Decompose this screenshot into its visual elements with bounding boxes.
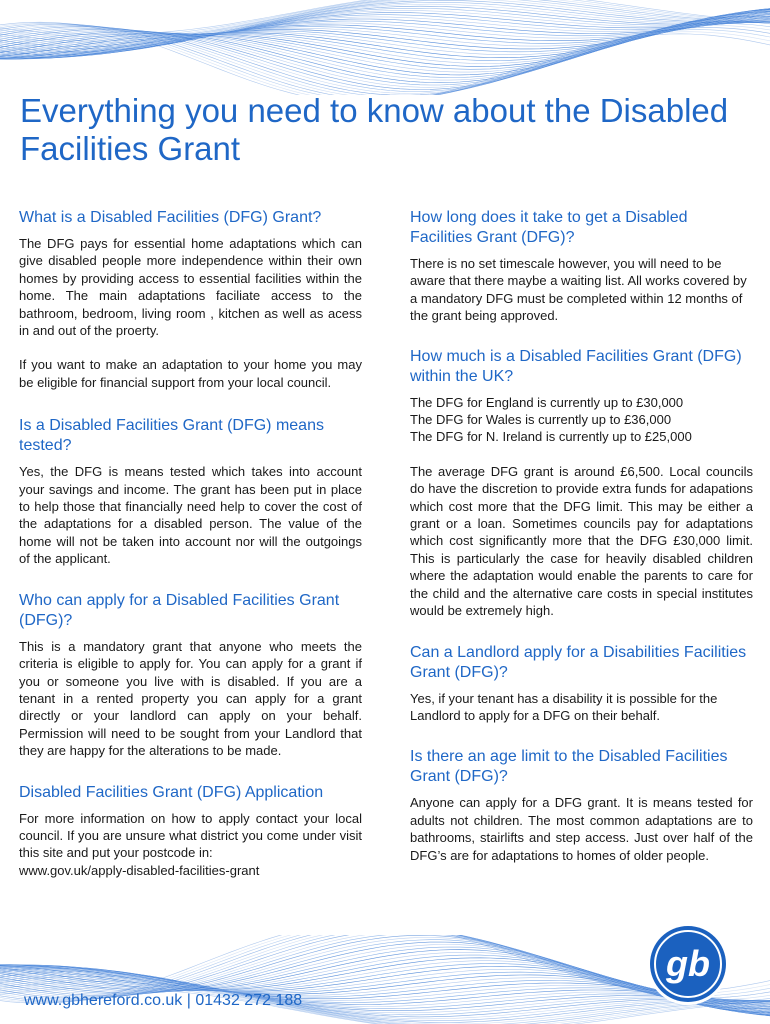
wave-line [0, 13, 770, 85]
section-heading: How much is a Disabled Facilities Grant (DFG) within the UK? [410, 347, 742, 385]
grant-amount-line: The DFG for N. Ireland is currently up to £25,000 [410, 429, 692, 445]
wave-line [0, 24, 770, 95]
wave-line [0, 4, 770, 50]
wave-line [0, 8, 770, 52]
grant-amount-line: The DFG for England is currently up to £30,000 [410, 394, 684, 410]
wave-line [0, 16, 770, 89]
wave-line [0, 10, 770, 78]
wave-line [0, 2, 770, 48]
wave-line [0, 9, 770, 61]
wave-line [0, 9, 770, 70]
wave-line [0, 23, 770, 95]
wave-line [0, 11, 770, 60]
wave-line [0, 13, 770, 55]
wave-line [0, 16, 770, 58]
wave-line [0, 10, 770, 59]
wave-line [0, 0, 770, 43]
wave-line [0, 0, 770, 39]
logo-text: gb [666, 943, 710, 984]
section-paragraph: Anyone can apply for a DFG grant. It is means tested for adults not children. The most common adaptations are to bathrooms, stairlifts and step access. Just over half of the DFG’s are for adaptations to homes of older people. [410, 795, 753, 863]
wave-line [0, 0, 770, 35]
section-paragraph: Yes, if your tenant has a disability it is possible for the Landlord to apply for a DFG on their behalf. [410, 690, 718, 723]
top-wave-decoration [0, 0, 770, 95]
section-what-is-dfg [19, 208, 362, 391]
wave-line [0, 0, 770, 45]
section-heading: Is a Disabled Facilities Grant (DFG) means tested? [19, 417, 324, 455]
wave-line [0, 22, 770, 95]
wave-line [0, 18, 770, 92]
section-paragraph: If you want to make an adaptation to your home you may be eligible for financial support from your local council. [19, 357, 362, 390]
wave-line [0, 15, 770, 88]
wave-line [0, 15, 770, 56]
section-landlord [410, 643, 753, 725]
wave-line [0, 23, 770, 95]
application-link[interactable]: www.gov.uk/apply-disabled-facilities-grant [19, 862, 260, 878]
wave-line [0, 10, 770, 54]
wave-line [0, 11, 770, 81]
wave-line [0, 12, 770, 59]
section-heading: Disabled Facilities Grant (DFG) Application [19, 783, 324, 801]
wave-line [0, 0, 770, 46]
wave-line [0, 9, 770, 72]
section-how-much [410, 347, 753, 620]
section-paragraph: The average DFG grant is around £6,500. Local councils do have the discretion to provide extra funds for adapations which cost more that the DFG limit. This may be either a grant or a loan. Sometimes councils pay for adaptations which cost significantly more that the DFG £30,000 limit. This is particularly the case for heavily disabled children where the adaptation would enable the parents to care for the child and the alternative care costs in special institutes would be extremely high. [410, 463, 753, 619]
section-how-long [410, 208, 753, 325]
wave-line [0, 12, 770, 83]
section-paragraph: Yes, the DFG is means tested which takes into account your savings and income. The grant has been put in place to help those that financially need help to cover the cost of the adaptations for a disabled person. The value of the home will not be taken into account nor will the outgoings of the applicant. [19, 464, 362, 567]
wave-line [0, 11, 770, 59]
section-heading: Who can apply for a Disabled Facilities Grant (DFG)? [19, 591, 340, 629]
wave-line [0, 9, 770, 58]
section-who-can-apply [19, 591, 362, 760]
section-heading: Is there an age limit to the Disabled Facilities Grant (DFG)? [410, 748, 728, 786]
grant-amount-line: The DFG for Wales is currently up to £36,000 [410, 412, 672, 428]
wave-line [0, 23, 770, 95]
wave-line [0, 0, 770, 37]
wave-line [0, 15, 770, 58]
section-application [19, 783, 362, 880]
wave-line [0, 17, 770, 57]
right-column [410, 208, 753, 864]
section-paragraph: This is a mandatory grant that anyone who meets the criteria is eligible to apply for. You can apply for a grant if you or someone you live with is disabled. If you are a tenant in a rented property you can apply for a grant directly or your landlord can apply on your behalf. Permission will need to be sought from your Landlord that they are happy for the alterations to be made. [19, 638, 362, 759]
wave-line [0, 17, 770, 57]
page-title: Everything you need to know about the Disabled Facilities Grant [20, 92, 729, 167]
wave-line [0, 6, 770, 51]
section-heading: What is a Disabled Facilities (DFG) Grant? [19, 209, 322, 226]
wave-line [0, 25, 770, 95]
left-column [19, 208, 362, 879]
section-paragraph: There is no set timescale however, you will need to be aware that there maybe a waiting list. All works covered by a mandatory DFG must be completed within 12 months of the grant being approved. [410, 256, 747, 324]
footer-contact[interactable]: www.gbhereford.co.uk | 01432 272 188 [24, 992, 303, 1009]
wave-line [0, 9, 770, 64]
wave-line [0, 14, 770, 59]
section-means-tested [19, 416, 362, 567]
section-age-limit [410, 747, 753, 864]
wave-line [0, 22, 770, 96]
section-heading: How long does it take to get a Disabled Facilities Grant (DFG)? [410, 209, 688, 246]
section-paragraph: For more information on how to apply contact your local council. If you are unsure what district you come under visit this site and put your postcode in: [19, 810, 362, 861]
wave-line [0, 0, 770, 41]
gb-logo [646, 922, 730, 1006]
wave-line [0, 9, 770, 75]
wave-line [0, 13, 770, 59]
section-paragraph: The DFG pays for essential home adaptations which can give disabled people more independence within their own homes by providing access to essential facilities within the home. The main adaptations faciliate access to the bathroom, bedroom, living room , kitchen as well as acess in and out of the proerty. [19, 236, 362, 339]
wave-line [0, 20, 770, 94]
wave-line [0, 9, 770, 67]
section-heading: Can a Landlord apply for a Disabilities Facilities Grant (DFG)? [410, 643, 747, 681]
